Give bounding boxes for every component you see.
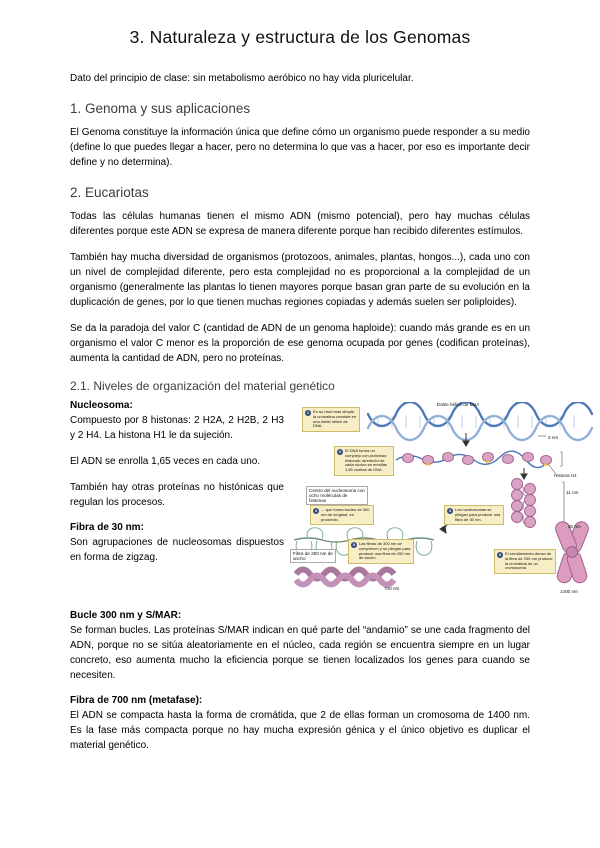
paragraph: Son agrupaciones de nucleosomas dispuestos en forma de zigzag.: [70, 537, 284, 563]
fiber-30nm-art: [512, 479, 565, 528]
paragraph: Todas las células humanas tienen el mismo ADN (mismo potencial), pero hay muchas células diferentes porque este ADN se expresa de manera diferente porque han recibido diferentes estímulos.: [70, 211, 530, 237]
figure-callout-3: [444, 505, 504, 525]
callout-number-badge: 6: [498, 552, 502, 557]
figure-label-700nm: 700 nm: [384, 586, 400, 591]
two-column-area: [70, 400, 581, 598]
callout-number-badge: 4: [314, 508, 318, 513]
dna-helix-art: [368, 402, 592, 440]
figure-label-250nm-fiber: Fibra de 250 nm de ancho: [290, 549, 336, 563]
figure-label-double-helix: Doble hélice de DNA: [436, 402, 480, 407]
term-label-nucleosoma: Nucleosoma:: [70, 400, 133, 411]
callout-text: El enrollamiento denso de la fibra de 250 nm produce la cromátida de un cromosoma.: [505, 551, 553, 571]
document-title: 3. Naturaleza y estructura de los Genomas: [129, 27, 471, 47]
callout-text: Las fibras de 300 nm se comprimen y se pliegan para producir una fibra de 250 nm de ancho.: [359, 541, 411, 561]
figure-callout-4: [310, 505, 374, 525]
paragraph: También hay mucha diversidad de organismos (protozoos, animales, plantas, hongos...), cada uno con un nivel de complejidad diferente, pero esta complejidad no es proporcional a la complejidad de un organismo (generalmente las plantas lo tienen mayores porque basan gran parte de su evolución en la duplicación de genes, por lo que tienen muchas regiones copiadas y además suelen ser poliploides).: [70, 252, 530, 308]
paragraph: También hay otras proteínas no histónicas que regulan los procesos.: [70, 482, 284, 508]
figure-callout-1: [302, 407, 360, 432]
figure-label-11nm: 11 nm: [566, 490, 579, 495]
section-eucariotas-heading: 2. Eucariotas: [70, 185, 149, 200]
stage-arrow-icon: [521, 468, 527, 479]
paragraph: Se da la paradoja del valor C (cantidad de ADN de un genoma haploide): cuando más grande es en un organismo el valor C menor es la proporción de ese genoma ocupada por genes (codifican proteínas), aumenta la cantidad de ADN, pero no proteínas.: [70, 323, 530, 364]
figure-label-2nm: 2 nm: [548, 435, 559, 440]
intro-note: Dato del principio de clase: sin metabolismo aeróbico no hay vida pluricelular.: [70, 73, 414, 84]
paragraph: El Genoma constituye la información única que define cómo un organismo puede responder a su medio (define lo que puedes llegar a hacer, pero no determina lo que vas a hacer, por eso es importante decir define y no determina).: [70, 127, 530, 168]
paragraph: El ADN se compacta hasta la forma de cromátida, que 2 de ellas forman un cromosoma de 1400 nm. Es la fase más compacta porque no hay mucha expresión génica y el único objetivo es duplicar el material genético.: [70, 710, 530, 751]
figure-label-histone-h1: Histona H1: [554, 473, 577, 478]
chromosome-art: [554, 520, 591, 585]
term-label-fibra-30nm: Fibra de 30 nm:: [70, 522, 144, 533]
figure-callout-2: [334, 446, 394, 476]
paragraph: Compuesto por 8 histonas: 2 H2A, 2 H2B, 2 H3 y 2 H4. La histona H1 le da sujeción.: [70, 415, 284, 441]
callout-text: El DNA forma un complejo con proteínas histonas; alrededor de cada núcleo se enrollan 1,65 vueltas de DNA.: [345, 448, 388, 473]
figure-label-30nm: 30 nm: [568, 524, 581, 529]
callout-number-badge: 2: [338, 449, 342, 454]
callout-number-badge: 5: [352, 542, 356, 547]
callout-number-badge: 1: [306, 410, 310, 415]
figure-callout-6: [494, 549, 556, 574]
figure-label-1400nm: 1400 nm: [560, 589, 578, 594]
figure-label-nucleosome-core: Centro del nucleosoma con ocho moléculas de histonas: [306, 486, 368, 505]
dna-packaging-figure: [288, 402, 600, 598]
nucleosome-beads-art: [396, 451, 562, 474]
callout-text: En su nivel más simple, la cromatina consiste en una doble hélice de DNA.: [313, 409, 357, 429]
paragraph: Se forman bucles. Las proteínas S/MAR indican en qué parte del “andamio” se une cada fragmento del ADN, porque no se sitúa aleatoriamente en el núcleo, cada región se encuentra siempre en un lugar concreto, eso aumenta mucho la eficiencia porque se tienen localizados los genes para cuando se necesiten.: [70, 625, 530, 681]
figure-callout-5: [348, 539, 414, 564]
fiber-250nm-art: [296, 570, 394, 585]
left-text-column: [70, 400, 284, 598]
paragraph: El ADN se enrolla 1,65 veces en cada uno.: [70, 456, 261, 467]
section-genoma-heading: 1. Genoma y sus aplicaciones: [70, 101, 251, 116]
callout-number-badge: 3: [448, 508, 452, 513]
subsection-niveles-heading: 2.1. Niveles de organización del material genético: [70, 379, 335, 393]
term-label-fibra-700nm: Fibra de 700 nm (metafase):: [70, 695, 203, 706]
callout-text: Los nucleosomas se pliegan para producir una fibra de 30 nm.: [455, 507, 501, 522]
callout-text: ... que forma bucles de 300 nm de longitud, en promedio.: [321, 507, 370, 522]
term-label-bucle-300nm: Bucle 300 nm y S/MAR:: [70, 610, 182, 621]
